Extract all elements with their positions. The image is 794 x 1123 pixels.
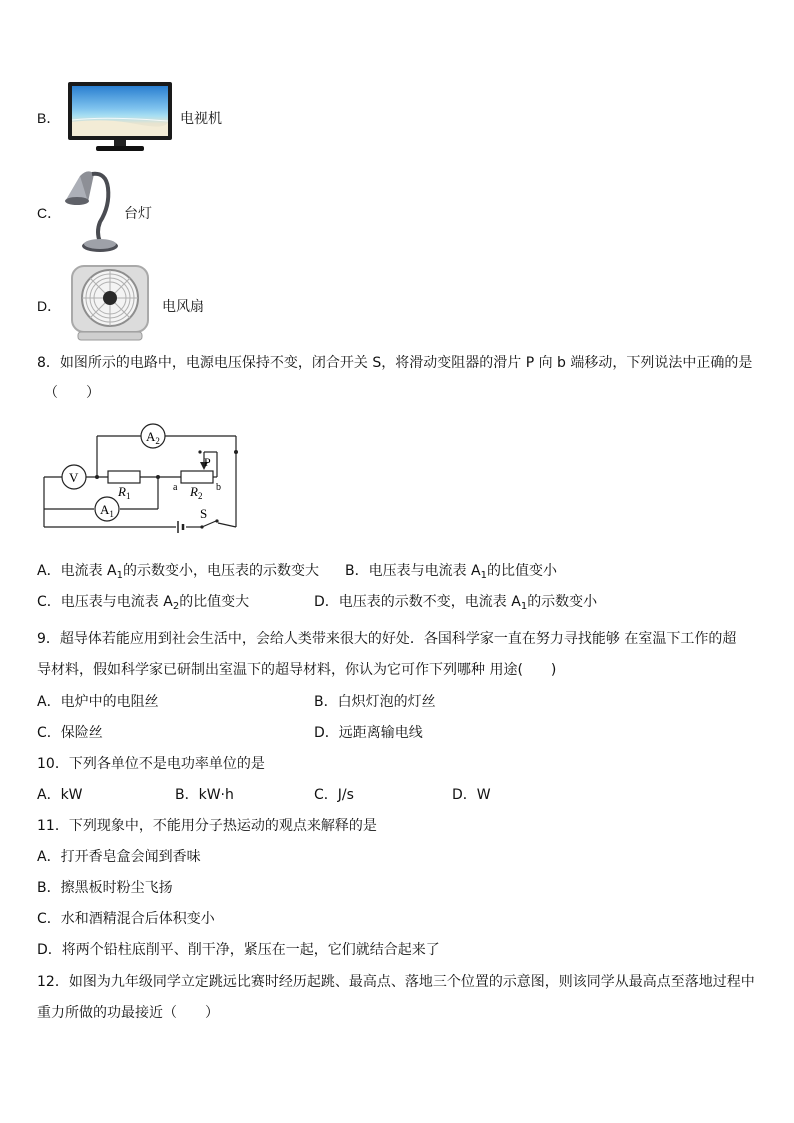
q11-option-d: D．将两个铅柱底削平、削干净，紧压在一起，它们就结合起来了 — [37, 942, 440, 958]
q8-option-d: D．电压表的示数不变，电流表 $A_1$的示数变小 — [314, 594, 598, 612]
q9-option-d: D．远距离输电线 — [314, 725, 423, 741]
circuit-diagram — [40, 420, 250, 535]
voltmeter-v-label: V — [69, 470, 79, 485]
q8-stem-line1: 8．如图所示的电路中，电源电压保持不变，闭合开关 S，将滑动变阻器的滑片 P 向 b 端移动，下列说法中正确的是 — [37, 355, 753, 371]
q12-stem-line1: 12．如图为九年级同学立定跳远比赛时经历起跳、最高点、落地三个位置的示意图，则该同学从最高点至落地过程中 — [37, 974, 755, 990]
q12-stem-line2: 重力所做的功最接近（ ） — [37, 1005, 219, 1021]
q10-option-b: B．kW·h — [175, 787, 234, 803]
q11-option-c: C．水和酒精混合后体积变小 — [37, 911, 215, 927]
q11-option-a: A．打开香皂盒会闻到香味 — [37, 849, 201, 865]
option-d-letter: D． — [37, 298, 62, 314]
ammeter-a2-label: $A_2$ — [146, 429, 160, 446]
option-c-letter: C． — [37, 205, 62, 221]
q10-option-d: D．W — [452, 787, 491, 803]
q10-stem: 10．下列各单位不是电功率单位的是 — [37, 756, 265, 772]
ammeter-a1-label: $A_1$ — [100, 502, 114, 519]
switch-s-label: S — [200, 506, 208, 521]
terminal-a-label: a — [173, 482, 178, 493]
slider-p-label: P — [204, 455, 211, 469]
option-b-letter: B． — [37, 110, 61, 126]
q8-option-c: C．电压表与电流表 $A_2$的比值变大 — [37, 594, 250, 612]
q9-stem-line1: 9．超导体若能应用到社会生活中，会给人类带来很大的好处．各国科学家一直在努力寻找能够 在室温下工作的超 — [37, 631, 737, 647]
r2-label: $R_2$ — [190, 484, 203, 501]
q11-option-b: B．擦黑板时粉尘飞扬 — [37, 880, 173, 896]
q10-option-c: C．J/s — [314, 787, 354, 803]
q9-option-b: B．白炽灯泡的灯丝 — [314, 694, 436, 710]
option-b-label: 电视机 — [180, 111, 222, 127]
q9-option-c: C．保险丝 — [37, 725, 103, 741]
q9-option-a: A．电炉中的电阻丝 — [37, 694, 159, 710]
terminal-b-label: b — [216, 482, 221, 493]
television-image — [66, 82, 174, 154]
electric-fan-image — [66, 262, 154, 344]
q10-option-a: A．kW — [37, 787, 83, 803]
q8-option-b: B．电压表与电流表 $A_1$的比值变小 — [345, 563, 558, 581]
q11-stem: 11．下列现象中，不能用分子热运动的观点来解释的是 — [37, 818, 377, 834]
q8-stem-line2: （ ） — [44, 385, 100, 401]
option-d-label: 电风扇 — [162, 299, 204, 315]
option-c-label: 台灯 — [124, 206, 152, 222]
desk-lamp-image — [58, 166, 128, 256]
q8-option-a: A．电流表 $A_1$的示数变小，电压表的示数变大 — [37, 563, 319, 581]
q9-stem-line2: 导材料，假如科学家已研制出室温下的超导材料，你认为它可作下列哪种 用途( ) — [37, 662, 557, 678]
r1-label: $R_1$ — [118, 484, 131, 501]
